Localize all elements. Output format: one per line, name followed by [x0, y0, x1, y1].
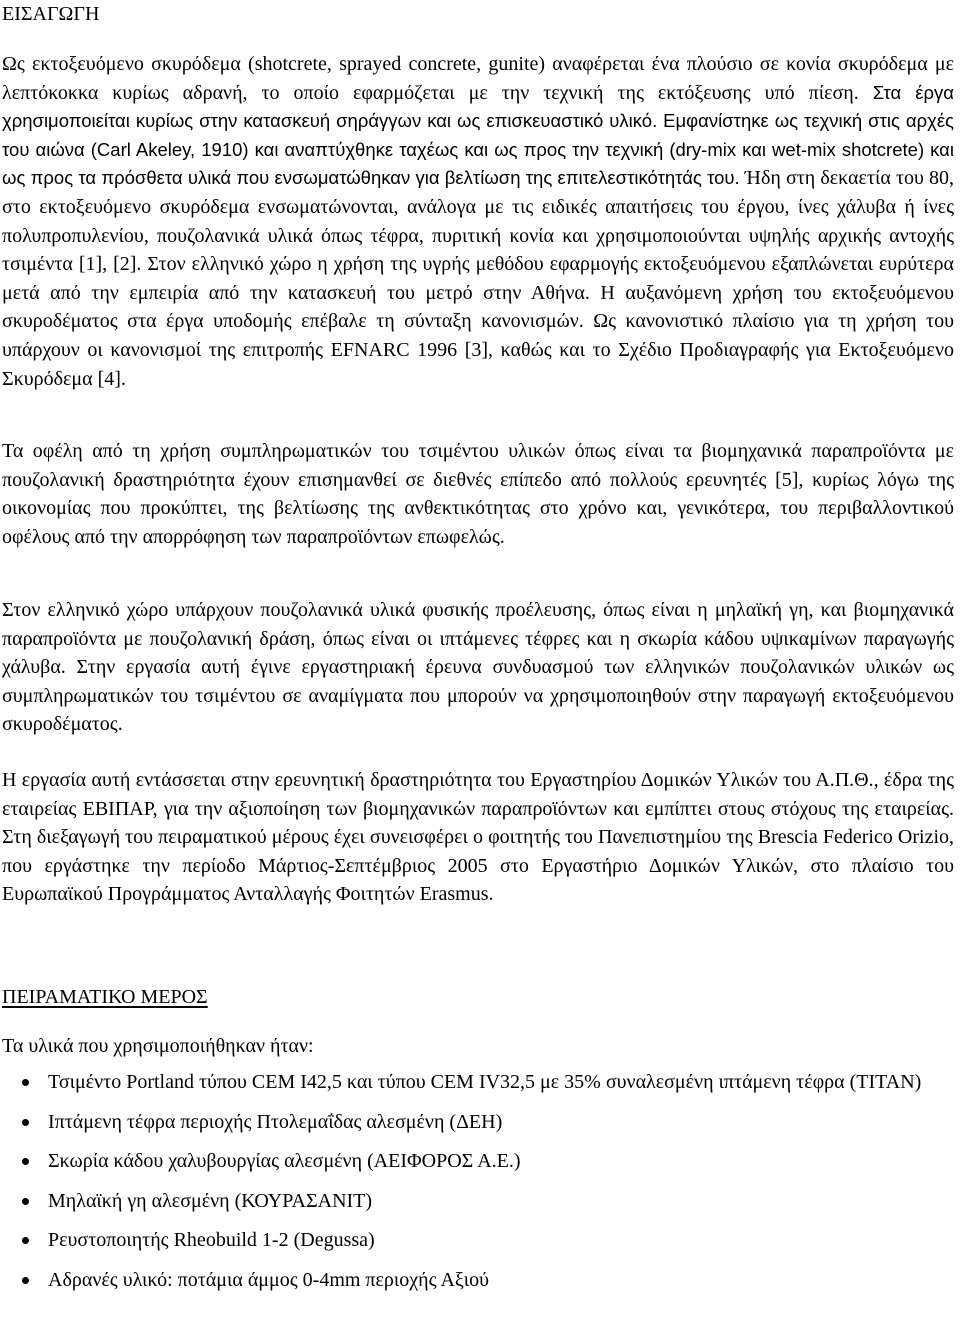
paragraph-research-context: Η εργασία αυτή εντάσσεται στην ερευνητική δραστηριότητα του Εργαστηρίου Δομικών Υλικών του Α.Π.Θ., έδρα της εταιρείας ΕΒΙΠΑΡ, για την αξιοποίηση των βιομηχανικών παραπροϊόντων και εμπίπτει στους στόχους της εταιρείας. Στη διεξαγωγή του πειραματικού μέρους έχει συνεισφέρει ο φοιτητής του Πανεπιστημίου της Brescia Federico Orizio, που εργάστηκε την περίοδο Μάρτιος-Σεπτέμβριος 2005 στο Εργαστήριο Δομικών Υλικών, στο πλαίσιο του Ευρωπαϊκού Προγράμματος Ανταλλαγής Φοιτητών Erasmus. — [2, 769, 954, 906]
list-item-text: Μηλαϊκή γη αλεσμένη (ΚΟΥΡΑΣΑΝΙΤ) — [48, 1189, 373, 1212]
list-item-text: Ιπτάμενη τέφρα περιοχής Πτολεμαΐδας αλεσμένη (ΔΕΗ) — [48, 1110, 503, 1133]
paragraph-sentence-definition: Ως εκτοξευόμενο σκυρόδεμα (shotcrete, sprayed concrete, gunite) αναφέρεται ένα πλούσιο σε κονία σκυρόδεμα με λεπτόκοκκα κυρίως αδρανή, το οποίο εφαρμόζεται με την τεχνική της εκτόξευσης υπό πίεση. — [2, 53, 954, 104]
list-item — [0, 1227, 952, 1254]
list-item-text: Σκωρία κάδου χαλυβουργίας αλεσμένη (ΑΕΙΦΟΡΟΣ Α.Ε.) — [48, 1150, 521, 1172]
bullet-icon — [22, 1277, 29, 1284]
list-item — [0, 1148, 952, 1175]
list-item-text: Αδρανές υλικό: ποτάμια άμμος 0-4mm περιοχής Αξιού — [48, 1268, 490, 1291]
list-item — [0, 1267, 952, 1294]
paragraph-shotcrete-definition — [2, 50, 954, 393]
paragraph-greek-materials: Στον ελληνικό χώρο υπάρχουν πουζολανικά υλικά φυσικής προέλευσης, όπως είναι η μηλαϊκή γη, και βιομηχανικά παραπροϊόντα με πουζολανική δράση, όπως είναι οι ιπτάμενες τέφρες και η σκωρία κάδου υψικαμίνων παραγωγής χάλυβα. Στην εργασία αυτή έγινε εργαστηριακή έρευνα συνδυασμού των ελληνικών πουζολανικών υλικών ως συμπληρωματικών του τσιμέντου σε αναμίγματα που μπορούν να χρησιμοποιηθούν στην παραγωγή εκτοξευόμενου σκυροδέματος. — [2, 599, 954, 736]
list-item-text: Ρευστοποιητής Rheobuild 1-2 (Degussa) — [48, 1229, 375, 1251]
bullet-icon — [22, 1079, 29, 1086]
list-item — [0, 1069, 952, 1096]
materials-list-intro: Τα υλικά που χρησιμοποιήθηκαν ήταν: — [2, 1035, 314, 1057]
bullet-icon — [22, 1119, 29, 1126]
paragraph-sentence-developments: Ήδη στη δεκαετία του 80, στο εκτοξευόμενο σκυρόδεμα ενσωματώνονται, ανάλογα με τις ειδικές απαιτήσεις του έργου, ίνες χάλυβα ή ίνες πολυπροπυλενίου, πουζολανικά υλικά όπως τέφρα, πυριτική κονία και χρησιμοποιούνται υψηλής αρχικής αντοχής τσιμέντα [1], [2]. Στον ελληνικό χώρο η χρήση της υγρής μεθόδου εφαρμογής εκτοξευόμενου εξαπλώνεται ευρύτερα μετά από την εμπειρία από την κατασκευή του μετρό στην Αθήνα. Η αυξανόμενη χρήση του εκτοξευόμενου σκυροδέματος στα έργα υποδομής επέβαλε τη σύνταξη κανονισμών. Ως κανονιστικό πλαίσιο για τη χρήση του υπάρχουν οι κανονισμοί της επιτροπής EFNARC 1996 [3], καθώς και το Σχέδιο Προδιαγραφής για Εκτοξευόμενο Σκυρόδεμα [4]. — [2, 167, 954, 390]
paragraph-sentence-history: Εμφανίστηκε ως τεχνική στις αρχές του αιώνα (Carl Akeley, 1910) και αναπτύχθηκε ταχέως και ως προς την τεχνική (dry-mix και wet-mix shotcrete) και ως προς τα πρόσθετα υλικά που ενσωματώθηκαν για βελτίωση της επιτελεστικότητάς του. — [2, 110, 954, 189]
section-heading-introduction: ΕΙΣΑΓΩΓΗ — [2, 3, 100, 25]
bullet-icon — [22, 1237, 29, 1244]
paragraph-sentence-tunnels: Στα έργα χρησιμοποιείται κυρίως στην κατασκευή σηράγγων και ως επισκευαστικό υλικό. — [2, 81, 954, 132]
list-item — [0, 1109, 952, 1136]
section-heading-experimental: ΠΕΙΡΑΜΑΤΙΚΟ ΜΕΡΟΣ — [2, 986, 208, 1008]
paragraph-benefits: Τα οφέλη από τη χρήση συμπληρωματικών του τσιμέντου υλικών όπως είναι τα βιομηχανικά παραπροϊόντα με πουζολανική δραστηριότητα έχουν επισημανθεί σε διεθνές επίπεδο από πολλούς ερευνητές [5], κυρίως λόγω της οικονομίας που προκύπτει, της βελτίωσης της ανθεκτικότητας στο χρόνο και, γενικότερα, του περιβαλλοντικού οφέλους από την απορρόφηση των παραπροϊόντων επωφελώς. — [2, 440, 954, 548]
list-item-text: Τσιμέντο Portland τύπου CEM I42,5 και τύπου CEM IV32,5 με 35% συναλεσμένη ιπτάμενη τέφρα (ΤΙΤΑΝ) — [48, 1071, 922, 1093]
bullet-icon — [22, 1158, 29, 1165]
bullet-icon — [22, 1198, 29, 1205]
list-item — [0, 1188, 952, 1215]
materials-list — [0, 1069, 952, 1306]
